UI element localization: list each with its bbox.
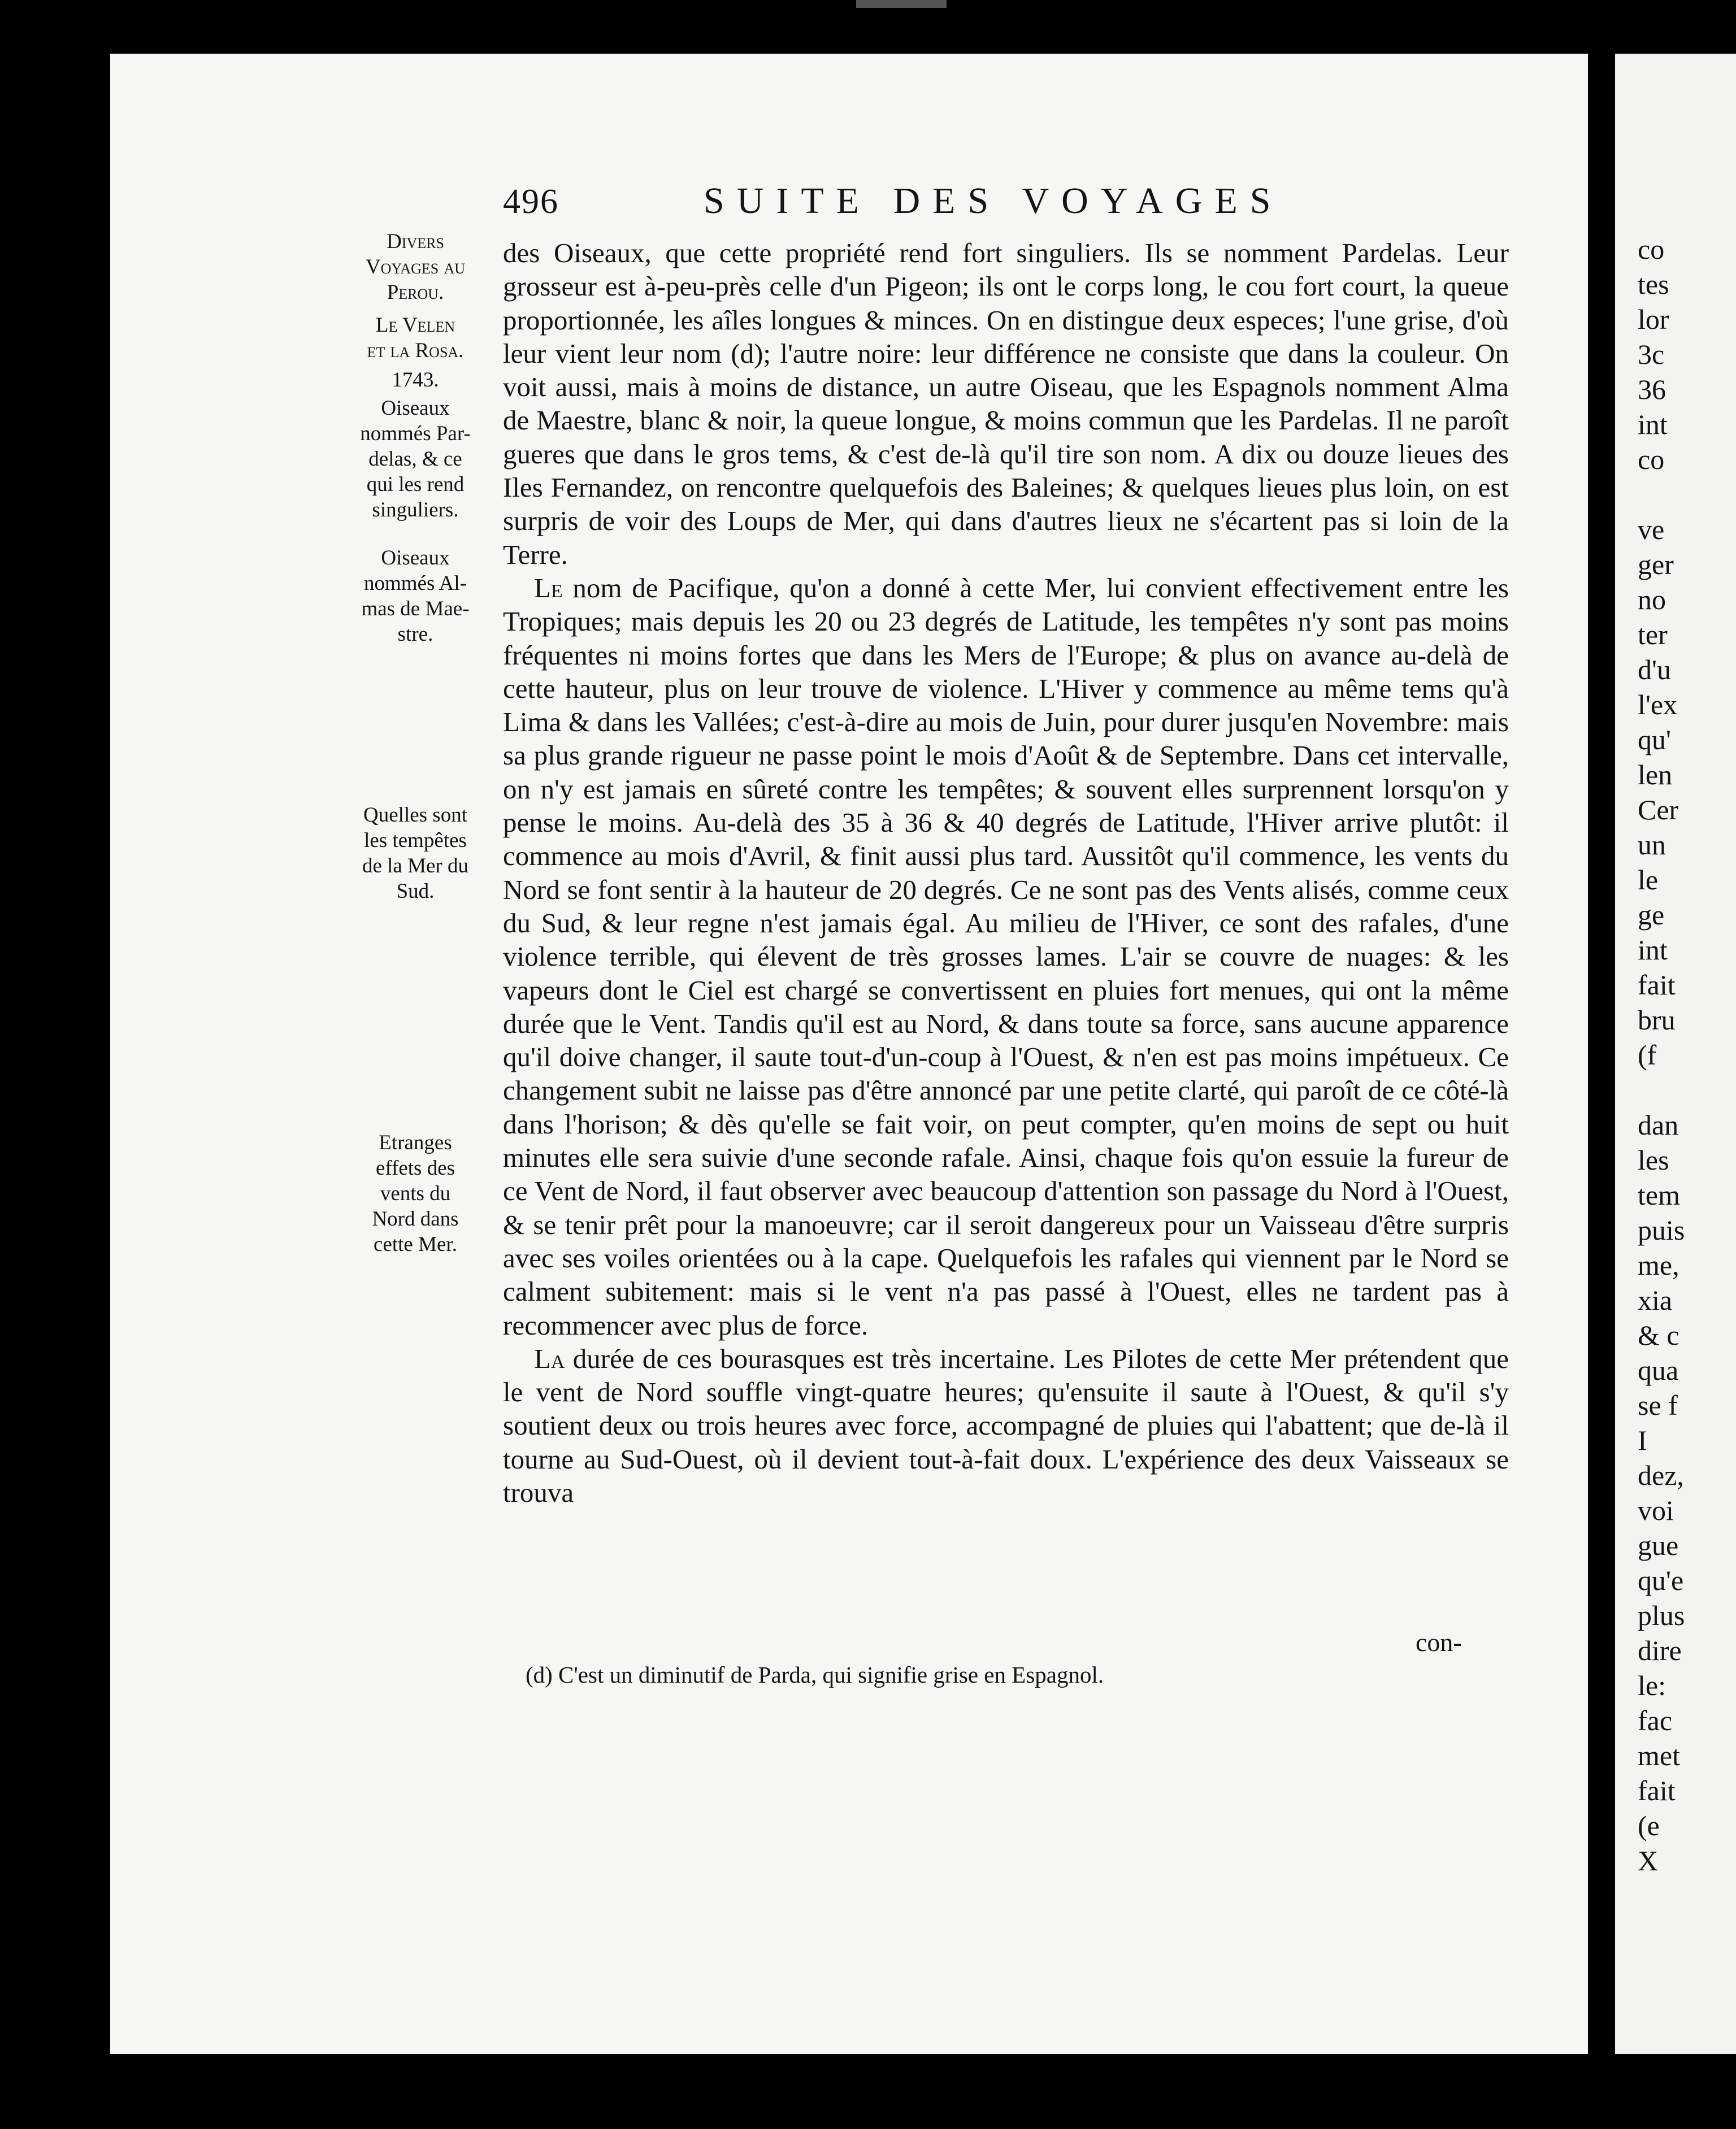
margin-note-year: 1743. xyxy=(392,368,439,392)
paragraph-lead: Le xyxy=(534,572,563,603)
facing-page-line: qu' xyxy=(1638,724,1672,755)
facing-page-line: ge xyxy=(1638,899,1665,931)
facing-page-line: ter xyxy=(1638,619,1668,650)
margin-note-voyages: Divers Voyages au Perou. xyxy=(365,230,466,304)
facing-page-line: ve xyxy=(1638,514,1665,545)
margin-note-tempetes: Quelles sont les tempêtes de la Mer du Sud. xyxy=(362,803,469,903)
facing-page-line: Cer xyxy=(1638,794,1679,825)
facing-page-line: (e xyxy=(1638,1810,1660,1841)
facing-page-line: dez, xyxy=(1638,1459,1684,1491)
margin-note-almas: Oiseaux nommés Al- mas de Mae- stre. xyxy=(361,546,470,646)
facing-page-fragments xyxy=(1638,232,1736,1878)
paragraph-text: nom de Pacifique, qu'on a donné à cette Mer, lui convient effectivement entre les Tropiques; mais depuis les 20 ou 23 degrés de Latitude, les tempêtes n'y sont pas moins fréquentes ni moins fortes que dans les Mers de l'Europe; & plus on avance au-delà de cette hauteur, plus on leur trouve de violence. L'Hiver y commence au même tems qu'à Lima & dans les Vallées; c'est-à-dire au mois de Juin, pour durer jusqu'en Novembre: mais sa plus grande rigueur ne passe point le mois d'Août & de Septembre. Dans cet intervalle, on n'y est jamais en sûreté contre les tempêtes; & souvent elles surprennent lorsqu'on y pense le moins. Au-delà des 35 à 36 & 40 degrés de Latitude, l'Hiver arrive plutôt: il commence au mois d'Avril, & finit aussi plus tard. Aussitôt qu'il commence, les vents du Nord se font sentir à la hauteur de 20 degrés. Ce ne sont pas des Vents alisés, comme ceux du Sud, & leur regne n'est jamais égal. Au milieu de l'Hiver, ce sont des rafales, d'une violence terrible, qui élevent de très grosses lames. L'air se couvre de nuages: & les vapeurs dont le Ciel est chargé se convertissent en pluies fort menues, qui ont la même durée que le Vent. Tandis qu'il est au Nord, & dans toute sa force, sans aucune apparence qu'il doive changer, il saute tout-d'un-coup à l'Ouest, & n'en est pas moins impétueux. Ce changement subit ne laisse pas d'être annoncé par une petite clarté, qui paroît de ce côté-là dans l'horison; & dès qu'elle se fait voir, on peut compter, qu'en moins de sept ou huit minutes elle sera suivie d'une seconde rafale. Ainsi, chaque fois qu'on essuie la fureur de ce Vent de Nord, il faut observer avec beaucoup d'attention son passage du Nord à l'Ouest, & se tenir prêt pour la manoeuvre; car il seroit dangereux pour un Vaisseau d'être surpris avec ses voiles orientées ou à la cape. Quelquefois les rafales qui viennent par le Nord se calment subitement: mais si le vent n'a pas passé à l'Ouest, elles ne tardent pas à recommencer avec plus de force. xyxy=(503,572,1509,1341)
scan-edge-fragment xyxy=(856,0,947,8)
facing-page-line: se f xyxy=(1638,1389,1678,1421)
facing-page-line: gue xyxy=(1638,1530,1679,1561)
facing-page-line: tes xyxy=(1638,268,1669,300)
facing-page-line: le xyxy=(1638,864,1659,896)
facing-page-line: dire xyxy=(1638,1635,1682,1666)
facing-page-line: tem xyxy=(1638,1179,1680,1211)
main-text xyxy=(503,236,1509,1509)
facing-page-line: un xyxy=(1638,829,1666,861)
facing-page-line: le: xyxy=(1638,1670,1666,1701)
paragraph-lead: La xyxy=(534,1342,565,1374)
facing-page-line: 36 xyxy=(1638,373,1666,405)
facing-page-line: xia xyxy=(1638,1284,1673,1316)
facing-page-line: bru xyxy=(1638,1004,1676,1036)
catchword: con- xyxy=(1416,1628,1462,1657)
facing-page-line: puis xyxy=(1638,1214,1685,1246)
facing-page-line: qua xyxy=(1638,1354,1679,1386)
facing-page-line: fac xyxy=(1638,1705,1673,1736)
facing-page-line: I xyxy=(1638,1424,1647,1456)
facing-page-line: & c xyxy=(1638,1319,1679,1351)
facing-page-line: l'ex xyxy=(1638,689,1678,720)
facing-page-line: len xyxy=(1638,759,1673,790)
margin-note-vents-nord: Etranges effets des vents du Nord dans cette Mer. xyxy=(372,1131,459,1256)
paragraph-text: durée de ces bourasques est très incertaine. Les Pilotes de cette Mer prétendent que le vent de Nord souffle vingt-quatre heures; qu'ensuite il saute à l'Ouest, & qu'il s'y soutient deux ou trois heures avec force, accompagné de pluies qui l'abattent; que de-là il tourne au Sud-Ouest, où il devient tout-à-fait doux. L'expérience des deux Vaisseaux se trouva xyxy=(503,1342,1509,1508)
facing-page-line: fait xyxy=(1638,1775,1676,1806)
facing-page-line: 3c xyxy=(1638,338,1665,370)
facing-page-line: X xyxy=(1638,1845,1659,1876)
facing-page-line: plus xyxy=(1638,1600,1685,1631)
facing-page-line: qu'e xyxy=(1638,1565,1684,1596)
facing-page-line: d'u xyxy=(1638,654,1672,685)
facing-page-line xyxy=(1638,477,1736,512)
facing-page-line: co xyxy=(1638,233,1665,265)
facing-page-line: lor xyxy=(1638,303,1669,335)
facing-page-line: met xyxy=(1638,1740,1680,1771)
facing-page-line: me, xyxy=(1638,1249,1679,1281)
facing-page-line: les xyxy=(1638,1144,1669,1176)
paragraph-text: des Oiseaux, que cette propriété rend fort singuliers. Ils se nomment Pardelas. Leur grosseur est à-peu-près celle d'un Pigeon; ils ont le corps long, le cou fort court, la queue proportionnée, les aîles longues & minces. On en distingue deux especes; l'une grise, d'où leur vient leur nom (d); l'autre noire: leur différence ne consiste que dans la couleur. On voit aussi, mais à moins de distance, un autre Oiseau, que les Espagnols nomment Alma de Maestre, blanc & noir, la queue longue, & moins commun que les Pardelas. Il ne paroît gueres que dans le gros tems, & c'est de-là qu'il tire son nom. A dix ou douze lieues des Iles Fernandez, on rencontre quelquefois des Baleines; & quelques lieues plus loin, on est surpris de voir des Loups de Mer, qui dans d'autres lieux ne s'écartent pas si loin de la Terre. xyxy=(503,237,1509,570)
facing-page-line: int xyxy=(1638,934,1668,966)
facing-page-line xyxy=(1638,1072,1736,1107)
facing-page-line: (f xyxy=(1638,1039,1657,1071)
facing-page-line: ger xyxy=(1638,549,1674,580)
facing-page-line: int xyxy=(1638,409,1668,440)
facing-page-line: dan xyxy=(1638,1109,1679,1141)
running-title: SUITE DES VOYAGES xyxy=(704,180,1283,221)
facing-page-edge xyxy=(1615,54,1736,2054)
paragraph xyxy=(503,1342,1509,1509)
facing-page-line: no xyxy=(1638,584,1666,615)
facing-page-line: fait xyxy=(1638,969,1676,1001)
footnote: (d) C'est un diminutif de Parda, qui signifie grise en Espagnol. xyxy=(526,1662,1104,1688)
margin-note-pardelas: Oiseaux nommés Par- delas, & ce qui les rend singuliers. xyxy=(360,397,471,522)
facing-page-line: voi xyxy=(1638,1494,1674,1526)
facing-page-line: co xyxy=(1638,444,1665,475)
margin-note-ships: Le Velen et la Rosa. xyxy=(367,314,464,362)
page-number: 496 xyxy=(503,183,559,221)
paragraph xyxy=(503,236,1509,571)
paragraph xyxy=(503,571,1509,1342)
